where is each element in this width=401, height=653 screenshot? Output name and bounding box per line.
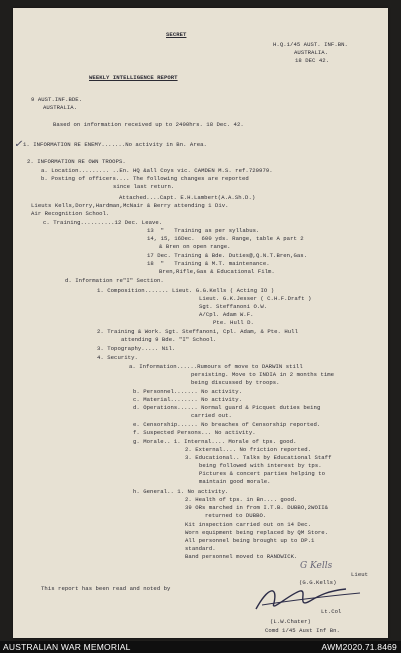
morale-line-6: maintain good morale.: [199, 478, 271, 485]
training-line-6: 18 " Training & M.T. maintenance.: [147, 260, 270, 267]
general-line-9: Band personnel moved to RANDWICK.: [185, 553, 298, 560]
signature-2-name: (L.W.Chater): [270, 618, 311, 625]
morale-line-5: Pictures & concert parties helping to: [199, 470, 326, 477]
noted-line: This report has been read and noted by: [41, 585, 171, 592]
report-title: WEEKLY INTELLIGENCE REPORT: [89, 74, 178, 81]
general-line-8: standard.: [185, 545, 216, 552]
signature-1-name: (G.G.Kells): [299, 579, 337, 586]
archive-footer: [0, 641, 401, 653]
training-work-line-1: 2. Training & Work. Sgt. Steffanoni, Cpl. Adam, & Pte. Hull: [97, 328, 299, 335]
morale-line-1: g. Morale.. 1. Internal.... Morale of tps. good.: [133, 438, 297, 445]
posting-line-2: since last return.: [113, 183, 175, 190]
training-work-line-2: attending 9 Bde. "I" School.: [121, 336, 217, 343]
general-line-2: 2. Health of tps. in Bn.... good.: [185, 496, 298, 503]
security-info-2: persisting. Move to INDIA in 2 months time: [191, 371, 335, 378]
addressee-line-2: AUSTRALIA.: [43, 104, 78, 111]
posting-line-1: b. Posting of officers.... The following changes are reported: [41, 175, 249, 182]
training-line-7: Bren,Rifle,Gas & Educational Film.: [159, 268, 275, 275]
security-heading: 4. Security.: [97, 354, 138, 361]
posting-line-5: Air Recognition School.: [31, 210, 110, 217]
general-line-4: returned to DUBBO.: [205, 512, 267, 519]
morale-line-4: being followed with interest by tps.: [199, 462, 322, 469]
topography-line: 3. Topography..... Nil.: [97, 345, 176, 352]
security-personnel: b. Personnel....... No activity.: [133, 388, 243, 395]
composition-line-5: Pte. Hull D.: [213, 319, 254, 326]
posting-line-3: Attached....Capt. E.H.Lambert(A.A.Sh.D.): [119, 194, 256, 201]
general-line-6: Worn equipment being replaced by QM Store.: [185, 529, 329, 536]
composition-line-3: Sgt. Steffanoni O.W.: [199, 303, 268, 310]
security-operations-2: carried out.: [191, 412, 232, 419]
i-section-heading: d. Information re"I" Section.: [65, 277, 164, 284]
general-line-5: Kit inspection carried out on 14 Dec.: [185, 521, 312, 528]
training-line-3: 14, 15, 16Dec. 600 yds. Range, table A part 2: [147, 235, 304, 242]
basis-line: Based on information received up to 2400hrs. 18 Dec. 42.: [53, 121, 244, 128]
general-line-1: h. General.. 1. No activity.: [133, 488, 229, 495]
footer-source: AUSTRALIAN WAR MEMORIAL: [3, 642, 131, 652]
training-line-4: & Bren on open range.: [159, 243, 231, 250]
security-info-3: being discussed by troops.: [191, 379, 280, 386]
signature-chater: [248, 583, 368, 615]
composition-line-1: 1. Composition....... Lieut. G.G.Kells ( Acting IO ): [97, 287, 275, 294]
signature-kells: G Kells: [300, 561, 333, 571]
section-2-heading: 2. INFORMATION RE OWN TROOPS.: [27, 158, 126, 165]
posting-line-4: Lieuts Kells,Dorry,Hardman,McNair & Berry attending 1 Div.: [31, 202, 229, 209]
footer-id: AWM2020.71.8469: [321, 642, 397, 652]
signature-2-unit: Comd 1/45 Aust Inf Bn.: [265, 627, 340, 634]
training-line-1: c. Training..........12 Dec. Leave.: [43, 219, 163, 226]
signature-1-rank: Lieut: [351, 571, 369, 578]
location-header: AUSTRALIA.: [294, 49, 329, 56]
section-1: 1. INFORMATION RE ENEMY.......No activity in Bn. Area.: [23, 141, 207, 148]
addressee-line-1: 9 AUST.INF.BDE.: [31, 96, 83, 103]
secret-marking: SECRET: [166, 31, 187, 38]
morale-line-2: 2. External.... No friction reported.: [185, 446, 312, 453]
location-line: a. Location......... ..En. HQ &all Coys vic. CAMDEN M.S. ref.720979.: [41, 167, 273, 174]
general-line-3: 39 ORs marched in from I.T.B. DUBBO,2WOII&: [185, 504, 329, 511]
composition-line-4: A/Cpl. Adam W.F.: [199, 311, 254, 318]
hq-line: H.Q.1/45 AUST. INF.BN.: [273, 41, 348, 48]
composition-line-2: Lieut. G.K.Jesser ( C.H.F.Draft ): [199, 295, 312, 302]
document-page: [13, 8, 388, 638]
security-info-1: a. Information......Rumours of move to DARWIN still: [129, 363, 303, 370]
training-line-2: 13 " Training as per syllabus.: [147, 227, 260, 234]
security-material: c. Material........ No activity.: [133, 396, 243, 403]
security-suspected: f. Suspected Persons... No activity.: [133, 429, 256, 436]
training-line-5: 17 Dec. Training & Bde. Duties@,Q.N.T.Bren,Gas.: [147, 252, 308, 259]
signature-2-rank: Lt.Col: [321, 608, 342, 615]
security-censorship: e. Censorship...... No breaches of Censorship reported.: [133, 421, 321, 428]
general-line-7: All personnel being brought up to DP.1: [185, 537, 315, 544]
tick-mark: ✓: [14, 139, 23, 150]
morale-line-3: 3. Educational.. Talks by Educational Staff: [185, 454, 332, 461]
security-operations-1: d. Operations...... Normal guard & Picquet duties being: [133, 404, 321, 411]
date-header: 18 DEC 42.: [295, 57, 330, 64]
